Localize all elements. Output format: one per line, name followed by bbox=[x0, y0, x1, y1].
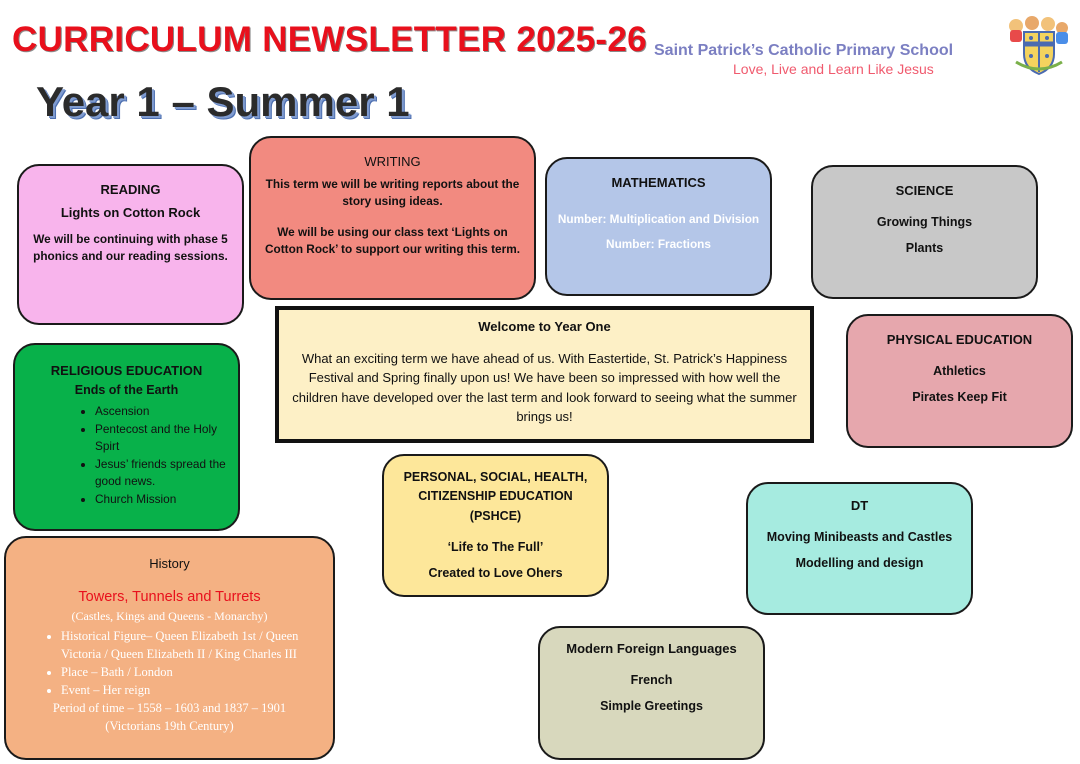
dt-box bbox=[746, 482, 973, 615]
term-subtitle: Year 1 – Summer 1 bbox=[36, 78, 410, 125]
list-item: • Event – Her reign bbox=[61, 682, 323, 700]
list-item: • Historical Figure– Queen Elizabeth 1st / Queen Victoria / Queen Elizabeth II / King Charles III bbox=[61, 628, 323, 664]
dt-item-1: Moving Minibeasts and Castles bbox=[766, 529, 953, 544]
mfl-box bbox=[538, 626, 765, 760]
mfl-item-1: French bbox=[630, 672, 673, 687]
reading-box bbox=[17, 164, 244, 325]
history-subtopic: (Castles, Kings and Queens - Monarchy) bbox=[71, 608, 268, 623]
pshce-item-2: Created to Love Ohers bbox=[428, 566, 563, 581]
reading-heading: READING bbox=[100, 182, 161, 197]
pe-heading: PHYSICAL EDUCATION bbox=[886, 332, 1033, 347]
science-heading: SCIENCE bbox=[895, 183, 954, 198]
history-box bbox=[4, 536, 335, 760]
re-heading: RELIGIOUS EDUCATION bbox=[50, 363, 203, 378]
writing-heading: WRITING bbox=[364, 154, 421, 169]
newsletter-title: CURRICULUM NEWSLETTER 2025-26 bbox=[12, 20, 647, 59]
mathematics-box bbox=[545, 157, 772, 296]
science-item-1: Growing Things bbox=[876, 214, 973, 229]
writing-text-1: This term we will be writing reports about the story using ideas. bbox=[265, 176, 520, 208]
list-item: • Pentecost and the Holy Spirt bbox=[95, 421, 228, 455]
history-period: Period of time – 1558 – 1603 and 1837 – 1901 bbox=[52, 701, 287, 716]
welcome-box bbox=[275, 306, 814, 443]
mfl-item-2: Simple Greetings bbox=[600, 698, 703, 713]
mfl-heading: Modern Foreign Languages bbox=[566, 641, 737, 656]
history-topic: Towers, Tunnels and Turrets bbox=[78, 588, 261, 605]
writing-box bbox=[249, 136, 536, 300]
religious-education-box bbox=[13, 343, 240, 531]
reading-book: Lights on Cotton Rock bbox=[60, 204, 201, 220]
reading-text: We will be continuing with phase 5 phonics and our reading sessions. bbox=[33, 231, 228, 263]
history-list bbox=[16, 628, 323, 699]
school-motto: Love, Live and Learn Like Jesus bbox=[733, 61, 934, 77]
welcome-heading: Welcome to Year One bbox=[478, 319, 611, 334]
history-heading: History bbox=[149, 556, 190, 571]
re-list bbox=[25, 403, 228, 509]
pshce-heading: PERSONAL, SOCIAL, HEALTH, CITIZENSHIP EDUCATION (PSHCE) bbox=[403, 470, 588, 523]
pshce-box bbox=[382, 454, 609, 597]
mathematics-item-2: Number: Fractions bbox=[606, 236, 711, 251]
school-name: Saint Patrick’s Catholic Primary School bbox=[654, 42, 954, 59]
pshce-item-1: ‘Life to The Full’ bbox=[447, 540, 544, 555]
science-item-2: Plants bbox=[905, 240, 944, 255]
list-item: • Place – Bath / London bbox=[61, 664, 323, 682]
physical-education-box bbox=[846, 314, 1073, 448]
list-item: • Church Mission bbox=[95, 491, 228, 508]
history-era: (Victorians 19th Century) bbox=[105, 719, 234, 734]
school-crest-icon bbox=[1002, 14, 1074, 76]
list-item: • Jesus’ friends spread the good news. bbox=[95, 456, 228, 490]
pe-item-1: Athletics bbox=[933, 363, 986, 378]
list-item: • Ascension bbox=[95, 403, 228, 420]
mathematics-item-1: Number: Multiplication and Division bbox=[557, 211, 760, 226]
pe-item-2: Pirates Keep Fit bbox=[912, 389, 1007, 404]
welcome-text: What an exciting term we have ahead of us. With Eastertide, St. Patrick’s Happiness Festival and Spring finally upon us! We have been so impressed with how well the children have developed over the last term and look forward to seeing what the summer brings us! bbox=[292, 350, 797, 425]
mathematics-heading: MATHEMATICS bbox=[611, 175, 706, 190]
science-box bbox=[811, 165, 1038, 299]
dt-heading: DT bbox=[850, 498, 869, 513]
re-topic: Ends of the Earth bbox=[74, 382, 179, 397]
dt-item-2: Modelling and design bbox=[795, 555, 924, 570]
writing-text-2: We will be using our class text ‘Lights on Cotton Rock’ to support our writing this term. bbox=[265, 225, 520, 257]
